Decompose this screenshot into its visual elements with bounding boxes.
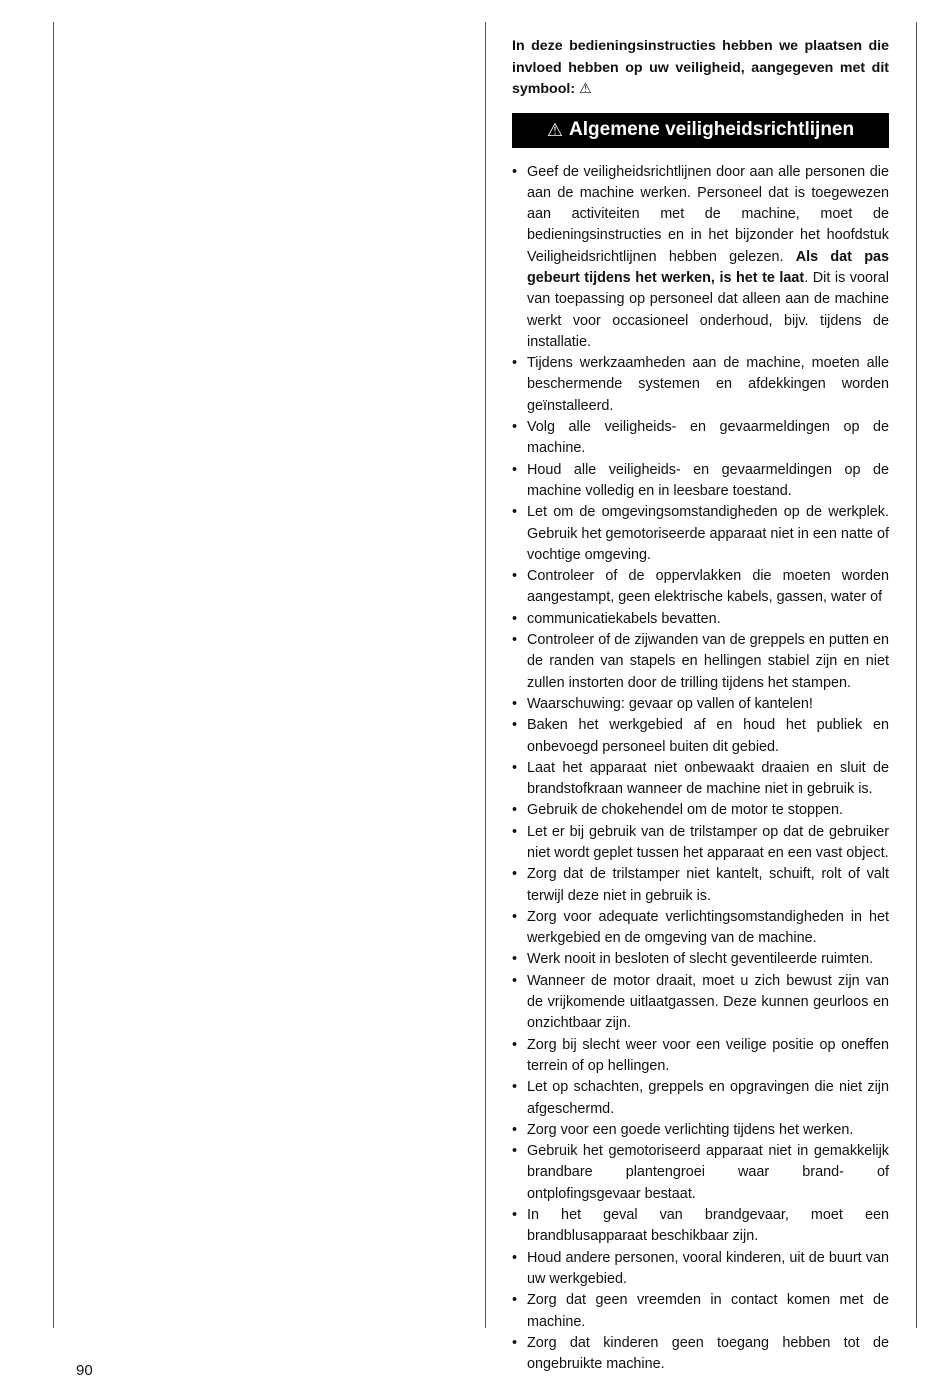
list-item bbox=[512, 864, 889, 907]
list-item bbox=[512, 1290, 889, 1333]
list-item-text: Zorg voor adequate verlichtingsomstandigheden in het werkgebied en de omgeving van de machine. bbox=[527, 908, 889, 947]
intro-paragraph bbox=[512, 36, 889, 101]
warning-symbol-icon: ⚠ bbox=[579, 81, 592, 97]
section-title: Algemene veiligheidsrichtlijnen bbox=[569, 119, 855, 140]
intro-text: In deze bedieningsinstructies hebben we plaatsen die invloed hebben op uw veiligheid, aangegeven met dit symbool: bbox=[512, 38, 889, 97]
list-item bbox=[512, 1248, 889, 1291]
list-item bbox=[512, 630, 889, 694]
list-item bbox=[512, 502, 889, 566]
list-item-text: Let er bij gebruik van de trilstamper op dat de gebruiker niet wordt geplet tussen het apparaat en een vast object. bbox=[527, 823, 889, 861]
list-item-text: Zorg dat geen vreemden in contact komen met de machine. bbox=[527, 1292, 889, 1330]
list-item bbox=[512, 353, 889, 417]
list-item-text: Tijdens werkzaamheden aan de machine, moeten alle beschermende systemen en afdekkingen worden geïnstalleerd. bbox=[527, 355, 889, 414]
list-item bbox=[512, 822, 889, 865]
list-item bbox=[512, 907, 889, 950]
list-item bbox=[512, 971, 889, 1035]
list-item bbox=[512, 715, 889, 758]
list-item-text: Wanneer de motor draait, moet u zich bewust zijn van de vrijkomende uitlaatgassen. Deze kunnen geurloos en onzichtbaar zijn. bbox=[527, 972, 889, 1032]
list-item-text: Houd alle veiligheids- en gevaarmeldingen op de machine volledig en in leesbare toestand. bbox=[527, 461, 889, 499]
list-item-text: In het geval van brandgevaar, moet een brandblusapparaat beschikbaar zijn. bbox=[527, 1207, 889, 1245]
list-item bbox=[512, 1333, 889, 1376]
list-item-text-end: . Dit is vooral van toepassing op personeel dat alleen aan de machine werkt voor occasioneel onderhoud, bijv. tijdens de installatie. bbox=[527, 269, 890, 350]
list-item-text: Geef de veiligheidsrichtlijnen door aan alle personen die aan de machine werken. Personeel dat is toegewezen aan activiteiten met de machine, moet de bedieningsinstructies en in het bijzonder het hoofdstuk Veiligheidsrichtlijnen hebben gelezen. bbox=[527, 163, 889, 265]
right-column bbox=[512, 36, 889, 1375]
list-item bbox=[512, 1035, 889, 1078]
list-item bbox=[512, 1205, 889, 1248]
list-item bbox=[512, 460, 889, 503]
list-item bbox=[512, 1141, 889, 1205]
list-item-text: Baken het werkgebied af en houd het publiek en onbevoegd personeel buiten dit gebied. bbox=[527, 717, 889, 755]
list-item-text: Let op schachten, greppels en opgravingen die niet zijn afgeschermd. bbox=[527, 1079, 889, 1117]
list-item bbox=[512, 609, 889, 630]
list-item-text: Waarschuwing: gevaar op vallen of kantelen! bbox=[527, 695, 813, 712]
safety-list bbox=[512, 162, 889, 1376]
list-item bbox=[512, 566, 889, 609]
list-item bbox=[512, 162, 889, 354]
list-item-text: Controleer of de oppervlakken die moeten worden aangestampt, geen elektrische kabels, gassen, water of bbox=[527, 568, 889, 606]
list-item-text: Gebruik het gemotoriseerd apparaat niet in gemakkelijk brandbare plantengroei waar brand- of ontplofingsgevaar bestaat. bbox=[527, 1143, 889, 1202]
list-item-text: communicatiekabels bevatten. bbox=[527, 610, 721, 627]
list-item-text: Let om de omgevingsomstandigheden op de werkplek. Gebruik het gemotoriseerde apparaat niet in een natte of vochtige omgeving. bbox=[527, 504, 889, 563]
list-item bbox=[512, 800, 889, 821]
list-item-text: Laat het apparaat niet onbewaakt draaien en sluit de brandstofkraan wanneer de machine niet in gebruik is. bbox=[527, 759, 889, 798]
list-item bbox=[512, 1077, 889, 1120]
list-item-text: Controleer of de zijwanden van de greppels en putten en de randen van stapels en hellingen stabiel zijn en niet zullen instorten door de trilling tijdens het stampen. bbox=[527, 632, 889, 691]
column-divider-left bbox=[53, 22, 54, 1328]
column-divider-right bbox=[916, 22, 917, 1328]
list-item bbox=[512, 417, 889, 460]
list-item-text: Zorg dat kinderen geen toegang hebben tot de ongebruikte machine. bbox=[527, 1334, 889, 1373]
column-divider-middle bbox=[485, 22, 486, 1328]
list-item bbox=[512, 758, 889, 801]
list-item-text: Zorg bij slecht weer voor een veilige positie op oneffen terrein of op hellingen. bbox=[527, 1036, 889, 1074]
warning-triangle-icon: ⚠ bbox=[546, 119, 564, 140]
page-number: 90 bbox=[76, 1362, 93, 1379]
list-item-emphasis: Als dat pas gebeurt tijdens het werken, is het te laat bbox=[527, 248, 890, 286]
list-item bbox=[512, 1120, 889, 1141]
list-item bbox=[512, 694, 889, 715]
list-item-text: Zorg dat de trilstamper niet kantelt, schuift, rolt of valt terwijl deze niet in gebruik is. bbox=[527, 866, 889, 904]
section-heading bbox=[512, 113, 889, 148]
list-item-text: Volg alle veiligheids- en gevaarmeldingen op de machine. bbox=[527, 419, 889, 457]
list-item-text: Zorg voor een goede verlichting tijdens het werken. bbox=[527, 1121, 854, 1138]
list-item-text: Werk nooit in besloten of slecht geventileerde ruimten. bbox=[527, 951, 874, 968]
list-item-text: Houd andere personen, vooral kinderen, uit de buurt van uw werkgebied. bbox=[527, 1249, 889, 1287]
list-item-text: Gebruik de chokehendel om de motor te stoppen. bbox=[527, 802, 843, 819]
list-item bbox=[512, 949, 889, 970]
